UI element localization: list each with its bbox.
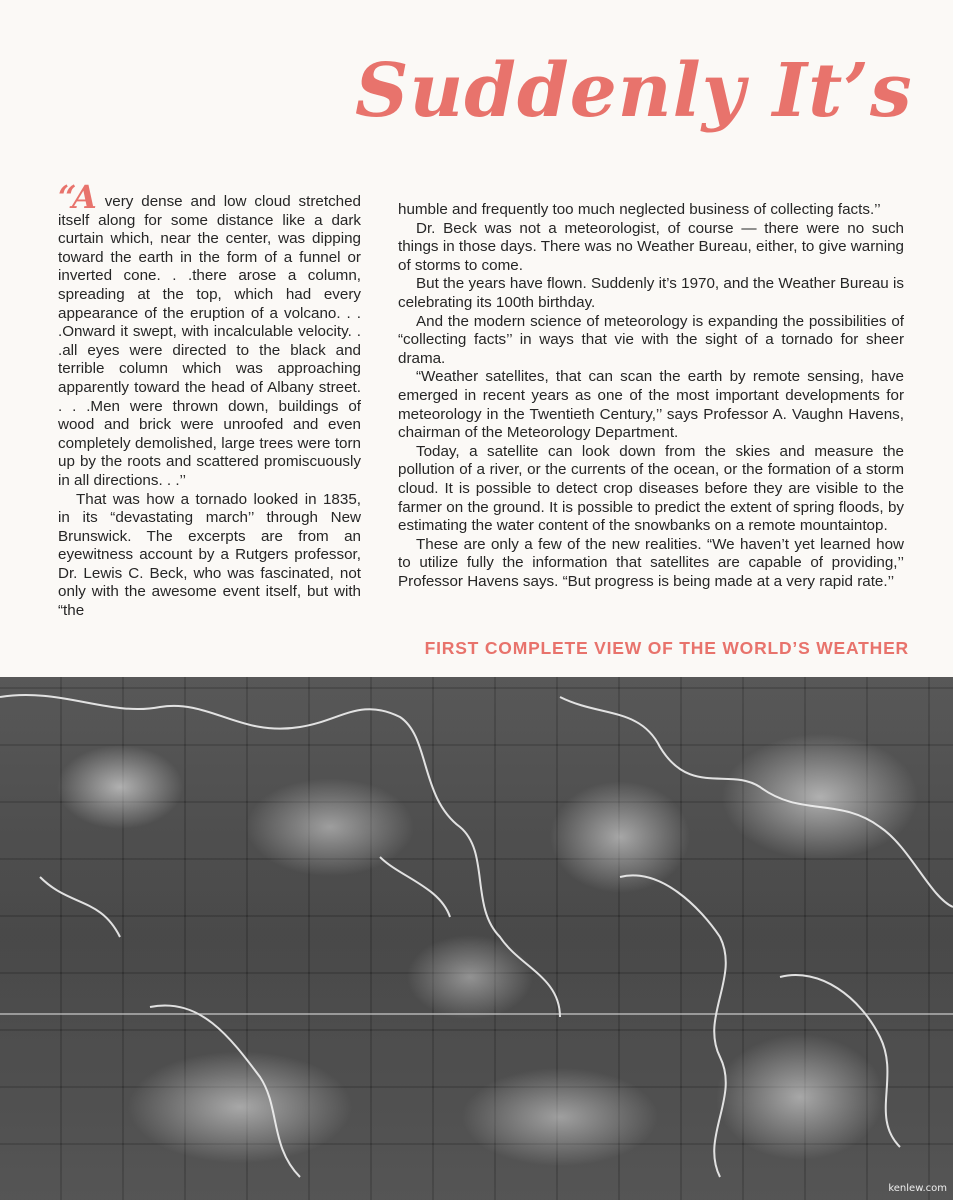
photo-caption: FIRST COMPLETE VIEW OF THE WORLD’S WEATHER (424, 638, 909, 658)
paragraph-3: humble and frequently too much neglected business of collecting facts.’’ (398, 201, 881, 218)
paragraph-1 (58, 178, 361, 491)
paragraph-9: These are only a few of the new realities. “We haven’t yet learned how to utilize fully the information that satellites are capable of providing,’’ Professor Havens says. “But progress is being made at a very rapid rate.’’ (398, 535, 904, 590)
satellite-weather-photo (0, 677, 953, 1200)
coastline-outlines (0, 677, 953, 1200)
right-column (398, 201, 904, 591)
article-title: Suddenly It’s (355, 48, 913, 134)
drop-cap: “A (58, 178, 97, 216)
paragraph-2: That was how a tornado looked in 1835, in its “devastating march’’ through New Brunswick. The excerpts are from an eyewitness account by a Rutgers professor, Dr. Lewis C. Beck, who was fascinated, not only with the awesome event itself, but with “the (58, 490, 361, 620)
paragraph-1-text: very dense and low cloud stretched itself along for some distance like a dark curtain which, near the center, was dipping toward the earth in the form of a funnel or inverted cone. . .there arose a column, spreading at the top, which had every appearance of the eruption of a volcano. . . .Onward it swept, with incalculable velocity. . .all eyes were directed to the black and terrible column which was approaching apparently toward the head of Albany street. . . .Men were thrown down, buildings of wood and brick were unroofed and even completely demolished, large trees were torn up by the roots and scattered promiscuously in all directions. . .’’ (58, 193, 361, 489)
paragraph-8: Today, a satellite can look down from the skies and measure the pollution of a river, or the currents of the ocean, or the formation of a storm cloud. It is possible to detect crop diseases before they are visible to the farmer on the ground. It is possible to predict the extent of spring floods, by estimating the water content of the snowbanks on a remote mountaintop. (398, 442, 904, 535)
paragraph-4: Dr. Beck was not a meteorologist, of course — there were no such things in those days. There was no Weather Bureau, either, to give warning of storms to come. (398, 219, 904, 274)
paragraph-7: “Weather satellites, that can scan the earth by remote sensing, have emerged in recent years as one of the most important developments for meteorology in the Twentieth Century,’’ says Professor A. Vaughn Havens, chairman of the Meteorology Department. (398, 368, 904, 442)
left-column (58, 178, 361, 621)
paragraph-5: But the years have flown. Suddenly it’s 1970, and the Weather Bureau is celebrating its 100th birthday. (398, 275, 904, 311)
paragraph-6: And the modern science of meteorology is expanding the possibilities of “collecting facts’’ in ways that vie with the sight of a tornado for sheer drama. (398, 312, 904, 367)
photo-credit: kenlew.com (888, 1183, 947, 1194)
